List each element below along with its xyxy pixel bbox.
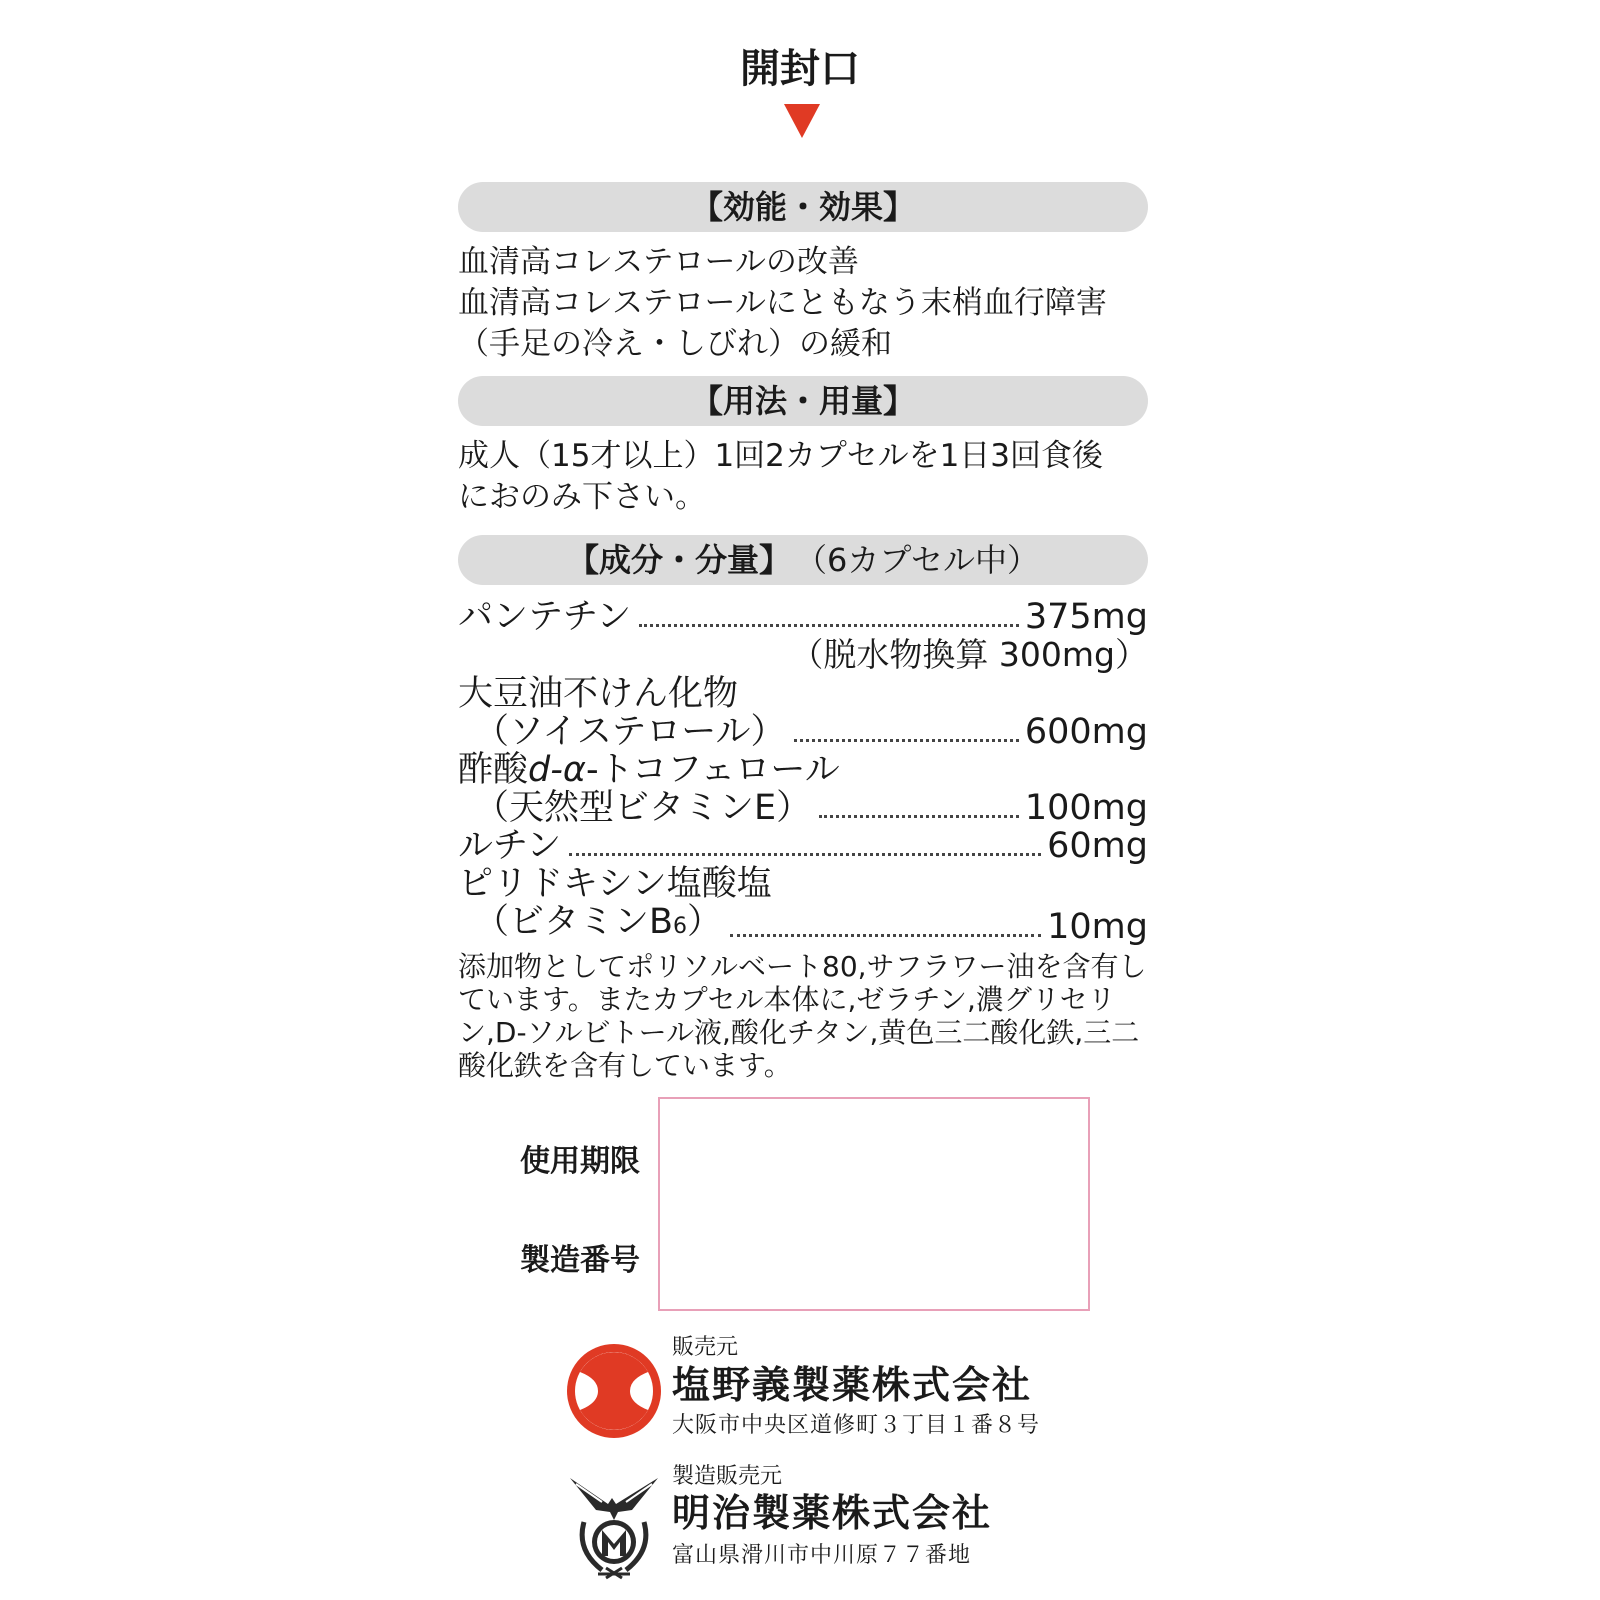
dosage-heading-text: 【用法・用量】 [690,382,915,420]
ingredient-row-pyridoxine [458,903,1148,946]
down-arrow-icon [784,104,820,138]
ingredient-subname-main: （ビタミンB [474,902,674,942]
dosage-heading [458,376,1148,426]
ingredient-subname [458,903,722,946]
ingredients-heading-text: 【成分・分量】 [566,541,791,579]
efficacy-text [458,242,1158,365]
manufacturer-role: 製造販売元 [672,1464,783,1489]
expiry-lot-box [658,1097,1090,1311]
lot-number-label: 製造番号 [520,1243,640,1278]
distributor-address: 大阪市中央区道修町３丁目１番８号 [672,1413,1041,1438]
dotted-leader [639,624,1019,627]
ingredient-name: ルチン [458,826,562,866]
ingredient-note: （脱水物換算 300mg） [790,635,1148,674]
eagle-emblem-icon [562,1470,666,1580]
efficacy-line: 血清高コレステロールの改善 [458,244,859,280]
manufacturer-name: 明治製薬株式会社 [672,1491,993,1535]
dotted-leader [569,853,1041,856]
additives-text: 添加物としてポリソルベート80,サフラワー油を含有しています。またカプセル本体に,ゼラチン,濃グリセリン,D-ソルビトール液,酸化チタン,黄色三二酸化鉄,三二酸化鉄を含有しています。 [458,950,1147,1082]
ingredient-subname-close: ） [687,902,723,942]
dosage-text [458,436,1158,518]
dotted-leader [794,739,1019,742]
ingredient-name: ピリドキシン塩酸塩 [458,864,772,904]
efficacy-line: （手足の冷え・しびれ）の緩和 [458,326,892,362]
ingredients-heading-note: （6カプセル中） [794,541,1040,579]
ingredient-amount: 10mg [1047,907,1148,947]
ingredient-name-prefix: 酢酸 [458,750,529,790]
ingredient-subscript: 6 [673,914,688,939]
ingredient-amount: 375mg [1024,597,1148,637]
shionogi-logo-icon [564,1341,664,1441]
dotted-leader [730,934,1041,937]
ingredient-row-soybean [458,713,1148,751]
ingredients-heading [458,535,1148,585]
ingredient-row-pantethine [458,598,1148,636]
efficacy-line: 血清高コレステロールにともなう末梢血行障害 [458,285,1107,321]
ingredient-row-rutin [458,827,1148,865]
ingredient-row-tocopherol [458,789,1148,827]
dosage-line: 成人（15才以上）1回2カプセルを1日3回食後 [458,438,1104,474]
shionogi-logo [564,1341,664,1441]
ingredient-subname: （ソイステロール） [474,712,786,752]
distributor-role: 販売元 [672,1335,739,1360]
ingredient-name-italic: d-α [528,750,586,790]
ingredient-name: パンテチン [458,597,632,637]
manufacturer-address: 富山県滑川市中川原７７番地 [672,1543,972,1568]
ingredient-subname: （天然型ビタミンE） [474,788,812,828]
expiry-label: 使用期限 [520,1144,640,1179]
dotted-leader [819,815,1019,818]
ingredient-amount: 60mg [1047,826,1148,866]
opening-label: 開封口 [740,46,860,92]
ingredient-amount: 600mg [1024,712,1148,752]
ingredient-name-suffix: -トコフェロール [585,750,840,790]
distributor-name: 塩野義製薬株式会社 [672,1363,1033,1407]
dosage-line: におのみ下さい。 [458,479,706,515]
meiji-eagle-logo [562,1470,666,1580]
ingredient-name: 大豆油不けん化物 [458,674,739,714]
efficacy-heading-text: 【効能・効果】 [690,188,915,226]
ingredient-amount: 100mg [1024,788,1148,828]
efficacy-heading [458,182,1148,232]
ingredient-name-tocopherol [458,751,1148,789]
